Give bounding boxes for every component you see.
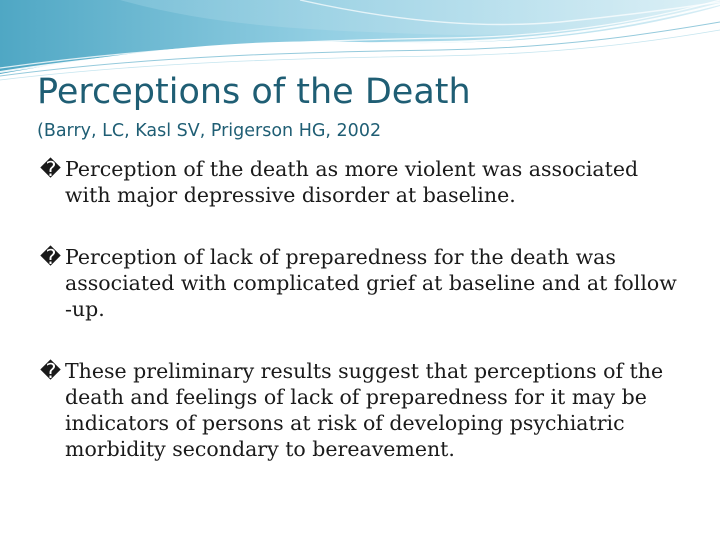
bullet-list <box>40 156 680 498</box>
bullet-item-2 <box>40 244 680 322</box>
bullet-text: Perception of lack of preparedness for the death was associated with complicated grief at baseline and at follow -up. <box>65 245 677 321</box>
bullet-text: These preliminary results suggest that perceptions of the death and feelings of lack of preparedness for it may be indicators of persons at risk of developing psychiatric morbidity secondary to bereavement. <box>65 359 664 461</box>
bullet-glyph-icon: � <box>40 157 62 181</box>
slide-subtitle-citation: (Barry, LC, Kasl SV, Prigerson HG, 2002 <box>37 121 382 141</box>
slide-title: Perceptions of the Death <box>37 72 471 112</box>
bullet-text: Perception of the death as more violent was associated with major depressive disorder at baseline. <box>65 157 639 207</box>
bullet-item-3 <box>40 358 680 462</box>
bullet-glyph-icon: � <box>40 245 62 269</box>
bullet-glyph-icon: � <box>40 359 62 383</box>
bullet-item-1 <box>40 156 680 208</box>
